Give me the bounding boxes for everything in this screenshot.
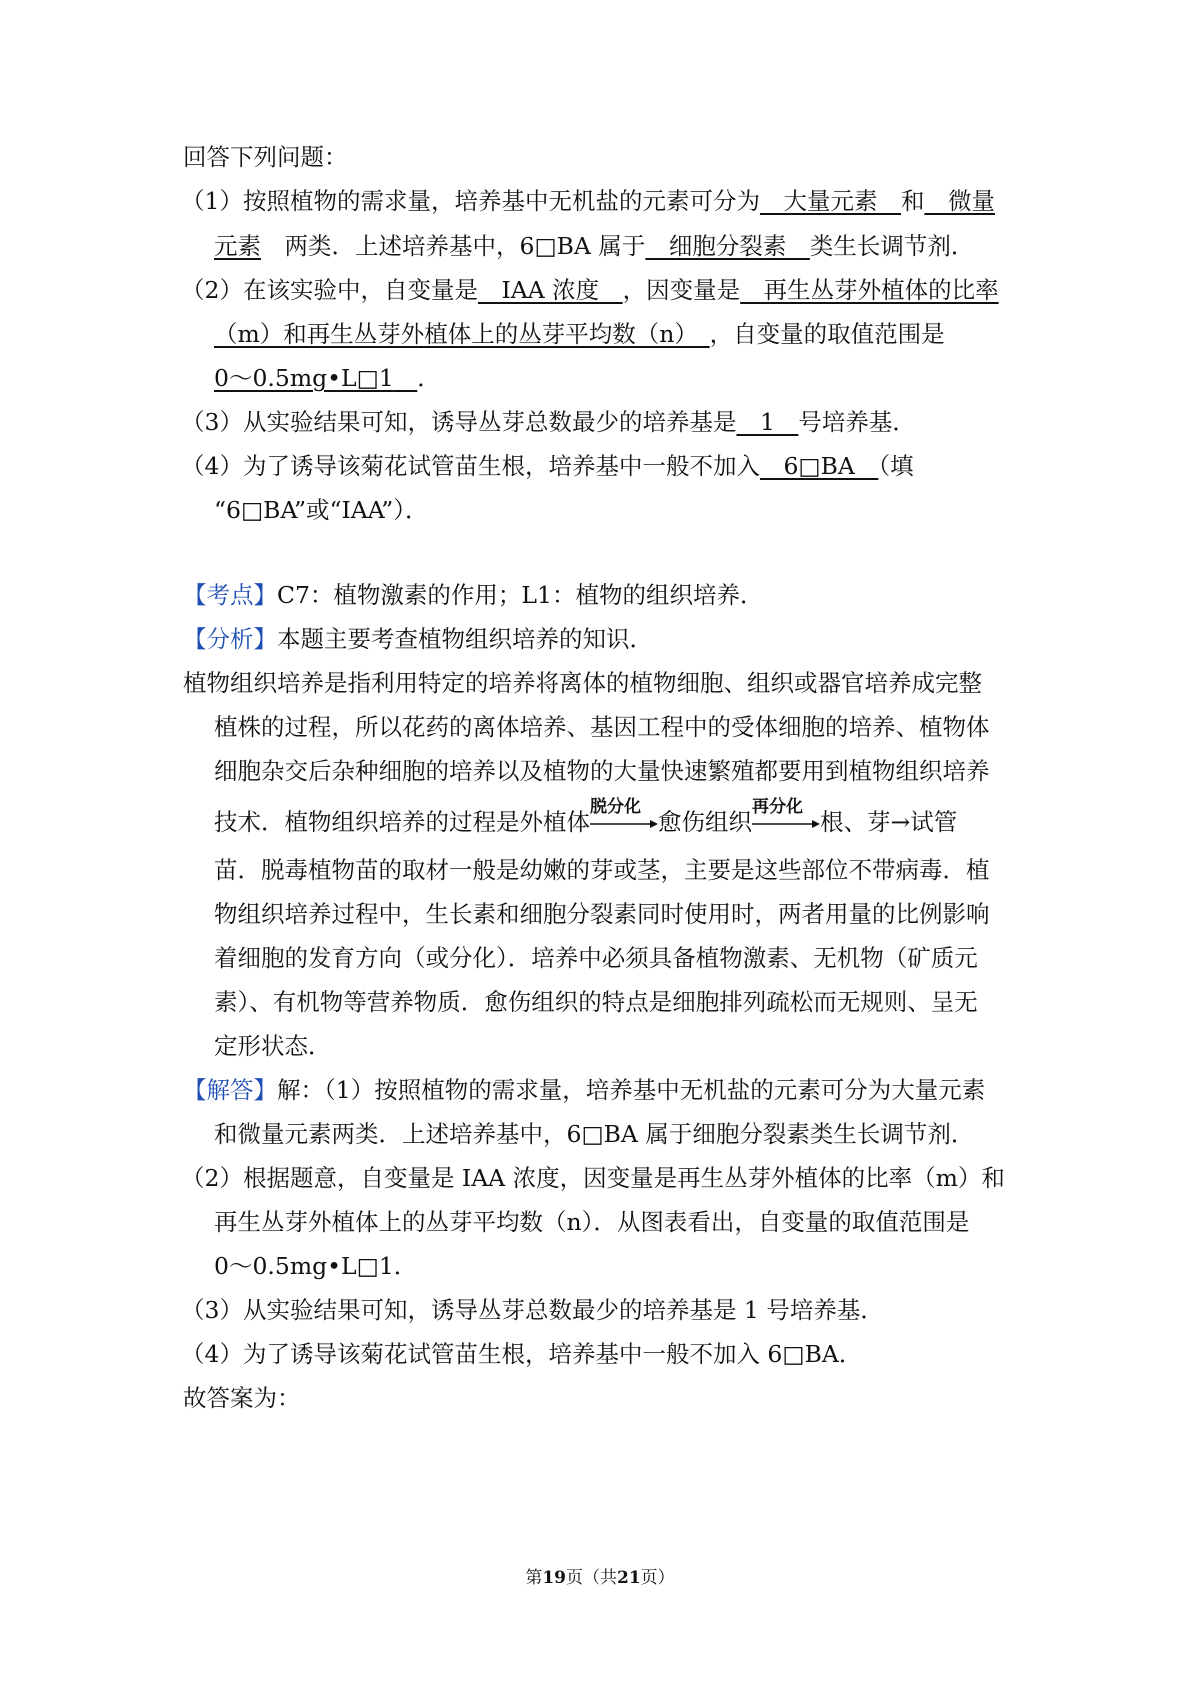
q1-blank-2-cont: 元素: [214, 232, 261, 260]
q2-text: （2）在该实验中，自变量是: [181, 276, 478, 304]
q2-blank-3: 0～0.5mg•L□1: [214, 364, 394, 392]
analysis-text: 技术．植物组织培养的过程是外植体: [214, 808, 590, 836]
analysis-paragraph-line-3: 细胞杂交后杂种细胞的培养以及植物的大量快速繁殖都要用到植物组织培养: [214, 757, 990, 785]
analysis-paragraph-line-7: 着细胞的发育方向（或分化）．培养中必须具备植物激素、无机物（矿质元: [214, 944, 978, 972]
fenxi-text: 本题主要考查植物组织培养的知识．: [277, 625, 653, 653]
q1-blank-3: 细胞分裂素: [645, 232, 810, 260]
jieda-line-2: 和微量元素两类．上述培养基中，6□BA 属于细胞分裂素类生长调节剂．: [214, 1120, 975, 1148]
q2-blank-2: 再生丛芽外植体的比率: [740, 276, 999, 304]
jieda-line-6: （3）从实验结果可知，诱导丛芽总数最少的培养基是 1 号培养基．: [181, 1296, 884, 1324]
analysis-paragraph-line-4: [214, 797, 958, 839]
q4-text: （4）为了诱导该菊花试管苗生根，培养基中一般不加入: [181, 452, 760, 480]
analysis-paragraph-line-2: 植株的过程，所以花药的离体培养、基因工程中的受体细胞的培养、植物体: [214, 713, 990, 741]
q1-blank-1: 大量元素: [759, 187, 901, 215]
q3-text-end: 号培养基．: [798, 408, 916, 436]
q3-text: （3）从实验结果可知，诱导丛芽总数最少的培养基是: [181, 408, 737, 436]
analysis-paragraph-line-5: 苗．脱毒植物苗的取材一般是幼嫩的芽或茎，主要是这些部位不带病毒．植: [214, 856, 990, 884]
right-arrow-icon: [590, 819, 658, 829]
arrow-label-redifferentiation: 再分化: [752, 797, 803, 817]
question-2-line-1: [181, 273, 999, 307]
q2-text-end: ．: [417, 364, 441, 392]
question-2-line-3: [214, 361, 441, 395]
jieda-text: 解：（1）按照植物的需求量，培养基中无机盐的元素可分为大量元素: [277, 1076, 986, 1104]
q1-text-2: 两类．上述培养基中，6□BA 属于: [261, 232, 646, 260]
jieda-line-8: 故答案为：: [183, 1384, 301, 1412]
analysis-text: 根、芽→试管: [820, 808, 958, 836]
jieda-line-5: 0～0.5mg•L□1．: [214, 1252, 418, 1280]
jieda-line-3: （2）根据题意，自变量是 IAA 浓度，因变量是再生丛芽外植体的比率（m）和: [181, 1164, 1005, 1192]
right-arrow-icon: [752, 819, 820, 829]
page-footer: 第19页（共21页）: [525, 1568, 675, 1588]
q1-text: （1）按照植物的需求量，培养基中无机盐的元素可分为: [181, 187, 760, 215]
fenxi-line: [183, 622, 653, 656]
kaodian-text: C7：植物激素的作用；L1：植物的组织培养．: [277, 581, 764, 609]
jieda-line-7: （4）为了诱导该菊花试管苗生根，培养基中一般不加入 6□BA．: [181, 1340, 863, 1368]
analysis-paragraph-line-1: 植物组织培养是指利用特定的培养将离体的植物细胞、组织或器官培养成完整: [183, 669, 982, 697]
analysis-paragraph-line-8: 素）、有机物等营养物质．愈伤组织的特点是细胞排列疏松而无规则、呈无: [214, 988, 978, 1016]
q2-text-range: ，自变量的取值范围是: [709, 320, 945, 348]
q2-blank-2-cont: （m）和再生丛芽外植体上的丛芽平均数（n）: [214, 320, 710, 348]
q2-text-dep: ，因变量是: [622, 276, 741, 304]
kaodian-tag: 【考点】: [183, 581, 277, 609]
q4-text-fill: （填: [878, 452, 914, 480]
arrow-label-dedifferentiation: 脱分化: [590, 797, 641, 817]
question-1-line-2: [214, 229, 974, 263]
question-intro: 回答下列问题：: [183, 143, 348, 171]
q1-blank-2: 微量: [924, 187, 995, 215]
question-4-line-1: [181, 449, 914, 483]
analysis-paragraph-line-9: 定形状态．: [214, 1032, 332, 1060]
question-1-line-1: [181, 184, 995, 218]
question-3: [181, 405, 916, 439]
q2-blank-1: IAA 浓度: [477, 276, 623, 304]
q3-blank: 1: [736, 408, 799, 436]
q4-blank: 6□BA: [759, 452, 879, 480]
fenxi-tag: 【分析】: [183, 625, 277, 653]
analysis-paragraph-line-6: 物组织培养过程中，生长素和细胞分裂素同时使用时，两者用量的比例影响: [214, 900, 990, 928]
q1-text-and: 和: [900, 187, 925, 215]
q1-text-3: 类生长调节剂．: [809, 232, 975, 260]
question-2-line-2: [214, 317, 945, 351]
kaodian-line: [183, 578, 764, 612]
question-4-line-2: “6□BA”或“IAA”）．: [214, 496, 429, 524]
jieda-line-4: 再生丛芽外植体上的丛芽平均数（n）．从图表看出，自变量的取值范围是: [214, 1208, 970, 1236]
jieda-tag: 【解答】: [183, 1076, 277, 1104]
jieda-line-1: [183, 1073, 985, 1107]
page-number: 19: [542, 1568, 566, 1588]
analysis-text: 愈伤组织: [658, 808, 752, 836]
redifferentiation-arrow: [752, 797, 820, 839]
dedifferentiation-arrow: [590, 797, 658, 839]
page-total: 21: [617, 1568, 641, 1588]
